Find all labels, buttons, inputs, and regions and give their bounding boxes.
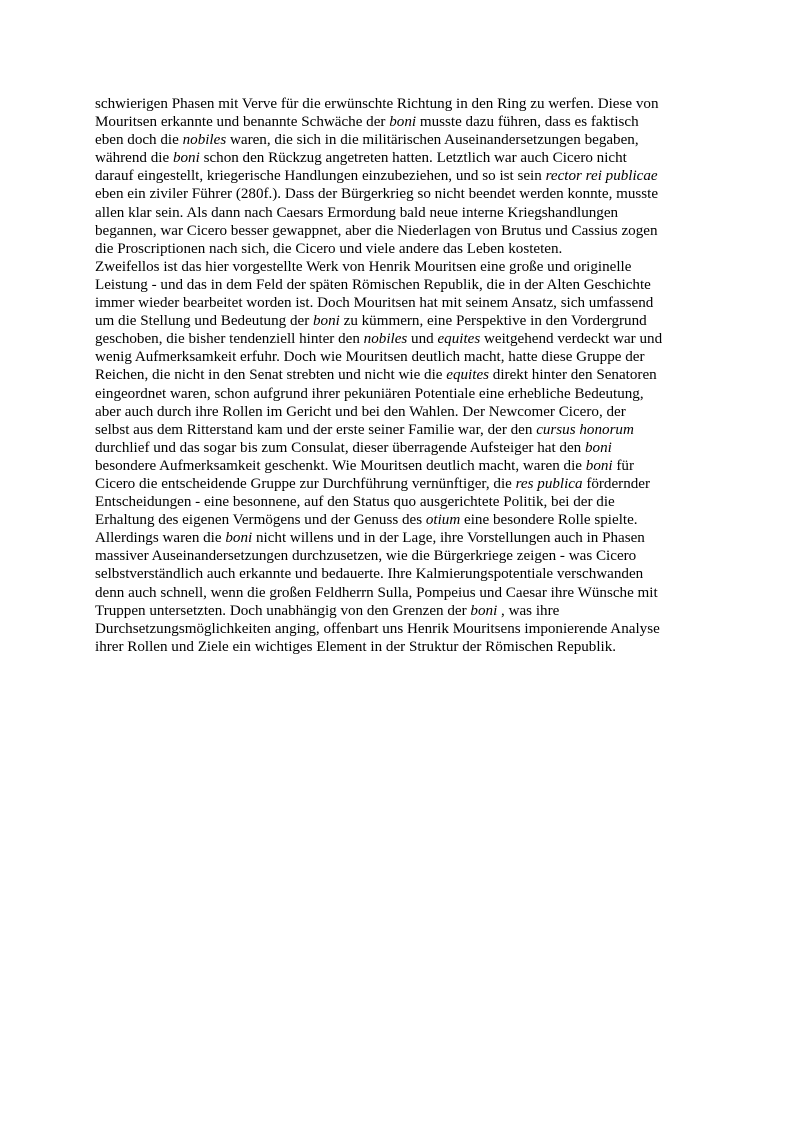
- text-line: [95, 167, 705, 185]
- text-line: [95, 602, 705, 620]
- text-segment: denn auch schnell, wenn die großen Feldherrn Sulla, Pompeius und Caesar ihre Wünsche mit: [95, 584, 658, 601]
- text-segment: direkt hinter den Senatoren: [489, 367, 657, 384]
- text-line: [95, 493, 705, 511]
- text-segment: ihrer Rollen und Ziele ein wichtiges Element in der Struktur der Römischen Republik.: [95, 638, 617, 655]
- text-segment: immer wieder bearbeitet worden ist. Doch Mouritsen hat mit seinem Ansatz, sich umfassend: [95, 295, 654, 312]
- text-line: [95, 366, 705, 384]
- text-segment: aber auch durch ihre Rollen im Gericht und bei den Wahlen. Der Newcomer Cicero, der: [95, 403, 626, 420]
- text-segment: Mouritsen erkannte und benannte Schwäche der: [95, 114, 390, 131]
- text-line: [95, 385, 705, 403]
- text-segment: darauf eingestellt, kriegerische Handlungen einzubeziehen, und so ist sein: [95, 168, 546, 185]
- italic-term: boni: [585, 439, 612, 456]
- text-line: [95, 240, 705, 258]
- text-segment: Erhaltung des eigenen Vermögens und der Genuss des: [95, 512, 426, 529]
- body-text: [95, 95, 705, 656]
- text-segment: Allerdings waren die: [95, 530, 226, 547]
- text-segment: besondere Aufmerksamkeit geschenkt. Wie Mouritsen deutlich macht, waren die: [95, 457, 586, 474]
- text-segment: und: [407, 331, 438, 348]
- text-segment: geschoben, die bisher tendenziell hinter den: [95, 331, 364, 348]
- text-segment: eine besondere Rolle spielte.: [460, 512, 638, 529]
- text-line: [95, 403, 705, 421]
- text-segment: massiver Auseinandersetzungen durchzusetzen, wie die Bürgerkriege zeigen - was Cicero: [95, 548, 637, 565]
- text-line: [95, 511, 705, 529]
- text-segment: Cicero die entscheidende Gruppe zur Durchführung vernünftiger, die: [95, 475, 516, 492]
- text-line: [95, 113, 705, 131]
- paragraph: [95, 95, 705, 258]
- text-line: [95, 276, 705, 294]
- text-line: [95, 565, 705, 583]
- text-segment: Entscheidungen - eine besonnene, auf den Status quo ausgerichtete Politik, bei der die: [95, 494, 615, 511]
- text-line: [95, 348, 705, 366]
- text-segment: um die Stellung und Bedeutung der: [95, 313, 313, 330]
- text-line: [95, 204, 705, 222]
- text-line: [95, 185, 705, 203]
- text-line: [95, 547, 705, 565]
- text-line: [95, 475, 705, 493]
- text-line: [95, 149, 705, 167]
- text-segment: schwierigen Phasen mit Verve für die erwünschte Richtung in den Ring zu werfen. Diese von: [95, 96, 659, 112]
- text-segment: Reichen, die nicht in den Senat strebten und nicht wie die: [95, 367, 447, 384]
- text-line: [95, 294, 705, 312]
- italic-term: boni: [225, 530, 253, 547]
- text-segment: Leistung - und das in dem Feld der späten Römischen Republik, die in der Alten Geschichte: [95, 276, 651, 293]
- text-line: [95, 421, 705, 439]
- paragraph: [95, 258, 705, 656]
- text-segment: Zweifellos ist das hier vorgestellte Werk von Henrik Mouritsen eine große und originelle: [95, 258, 632, 275]
- text-segment: nicht willens und in der Lage, ihre Vorstellungen auch in Phasen: [252, 530, 645, 547]
- italic-term: boni: [172, 150, 200, 167]
- text-line: [95, 95, 705, 113]
- italic-term: equites: [437, 331, 481, 348]
- text-segment: fördernder: [582, 475, 651, 492]
- text-line: [95, 131, 705, 149]
- italic-term: boni: [585, 457, 613, 474]
- text-line: [95, 457, 705, 475]
- italic-term: otium: [425, 512, 461, 529]
- text-segment: weitgehend verdeckt war und: [480, 331, 663, 348]
- text-segment: allen klar sein. Als dann nach Caesars Ermordung bald neue interne Kriegshandlungen: [95, 204, 619, 221]
- text-segment: eingeordnet waren, schon aufgrund ihrer pekuniären Potentiale eine erhebliche Bedeutung,: [95, 385, 644, 402]
- italic-term: boni: [470, 602, 498, 619]
- text-segment: selbstverständlich auch erkannte und bedauerte. Ihre Kalmierungspotentiale verschwanden: [95, 566, 644, 583]
- text-segment: für: [612, 457, 634, 474]
- italic-term: res publica: [515, 475, 583, 492]
- italic-term: nobiles: [182, 132, 227, 149]
- italic-term: nobiles: [363, 331, 408, 348]
- text-segment: begannen, war Cicero besser gewappnet, aber die Niederlagen von Brutus und Cassius zogen: [95, 222, 658, 239]
- text-line: [95, 638, 705, 656]
- text-segment: durchlief und das sogar bis zum Consulat, dieser überragende Aufsteiger hat den: [95, 439, 585, 456]
- text-segment: eben doch die: [95, 132, 183, 149]
- italic-term: rector rei publicae: [545, 168, 658, 185]
- text-line: [95, 312, 705, 330]
- text-segment: musste dazu führen, dass es faktisch: [416, 114, 639, 131]
- text-segment: Durchsetzungsmöglichkeiten anging, offenbart uns Henrik Mouritsens imponierende Analyse: [95, 620, 660, 637]
- text-line: [95, 222, 705, 240]
- text-line: [95, 258, 705, 276]
- text-segment: die Proscriptionen nach sich, die Cicero und viele andere das Leben kosteten.: [95, 240, 563, 257]
- text-line: [95, 439, 705, 457]
- text-segment: waren, die sich in die militärischen Auseinandersetzungen begaben,: [226, 132, 639, 149]
- text-line: [95, 330, 705, 348]
- italic-term: boni: [313, 313, 340, 330]
- italic-term: equites: [446, 367, 490, 384]
- text-segment: schon den Rückzug angetreten hatten. Letztlich war auch Cicero nicht: [199, 150, 627, 167]
- text-segment: selbst aus dem Ritterstand kam und der erste seiner Familie war, der den: [95, 421, 537, 438]
- text-segment: Truppen untersetzten. Doch unabhängig von den Grenzen der: [95, 602, 471, 619]
- text-line: [95, 529, 705, 547]
- text-segment: eben ein ziviler Führer (280f.). Dass der Bürgerkrieg so nicht beendet werden konnte, musste: [95, 186, 659, 203]
- text-segment: zu kümmern, eine Perspektive in den Vordergrund: [339, 313, 647, 330]
- text-line: [95, 584, 705, 602]
- italic-term: boni: [389, 114, 417, 131]
- text-line: [95, 620, 705, 638]
- text-segment: während die: [95, 150, 173, 167]
- italic-term: cursus honorum: [536, 421, 634, 438]
- text-segment: , was ihre: [497, 602, 560, 619]
- text-segment: wenig Aufmerksamkeit erfuhr. Doch wie Mouritsen deutlich macht, hatte diese Gruppe der: [95, 349, 645, 366]
